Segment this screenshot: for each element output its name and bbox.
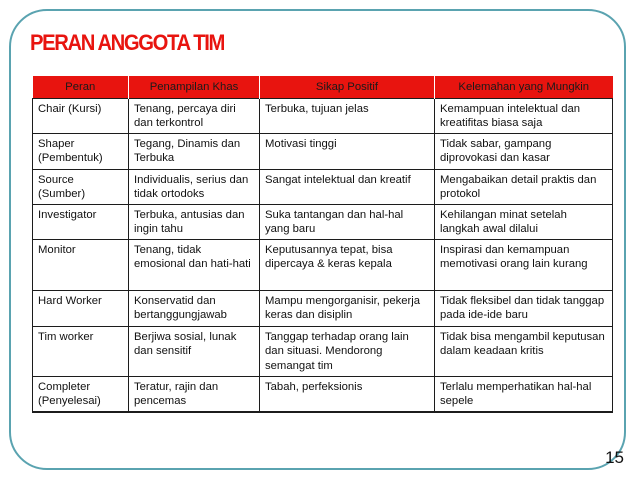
table-cell: Chair (Kursi)	[33, 99, 129, 134]
table-cell: Kehilangan minat setelah langkah awal dilalui	[435, 205, 613, 240]
table-header-row	[33, 76, 613, 99]
table-cell: Teratur, rajin dan pencemas	[129, 377, 260, 412]
table-cell: Mampu mengorganisir, pekerja keras dan disiplin	[260, 291, 435, 327]
table-row	[33, 170, 613, 205]
table-row	[33, 240, 613, 291]
table-cell: Tim worker	[33, 327, 129, 377]
table-cell: Terbuka, antusias dan ingin tahu	[129, 205, 260, 240]
table-cell: Tanggap terhadap orang lain dan situasi. Mendorong semangat tim	[260, 327, 435, 377]
header-peran: Peran	[33, 76, 129, 99]
table-row	[33, 134, 613, 170]
team-roles-table	[32, 76, 613, 413]
table-cell: Monitor	[33, 240, 129, 291]
table-cell: Tenang, percaya diri dan terkontrol	[129, 99, 260, 134]
table-cell: Terbuka, tujuan jelas	[260, 99, 435, 134]
page-number: 15	[605, 448, 624, 467]
header-penampilan-khas: Penampilan Khas	[129, 76, 260, 99]
table-cell: Tabah, perfeksionis	[260, 377, 435, 412]
table-cell: Tenang, tidak emosional dan hati-hati	[129, 240, 260, 291]
table-cell: Tegang, Dinamis dan Terbuka	[129, 134, 260, 170]
header-kelemahan: Kelemahan yang Mungkin	[435, 76, 613, 99]
table-cell: Completer (Penyelesai)	[33, 377, 129, 412]
slide-title: PERAN ANGGOTA TIM	[30, 30, 224, 55]
table-row	[33, 99, 613, 134]
table-cell: Tidak bisa mengambil keputusan dalam keadaan kritis	[435, 327, 613, 377]
table-row	[33, 377, 613, 412]
table-row	[33, 205, 613, 240]
table-row	[33, 327, 613, 377]
table-cell: Kemampuan intelektual dan kreatifitas biasa saja	[435, 99, 613, 134]
table-cell: Tidak fleksibel dan tidak tanggap pada ide-ide baru	[435, 291, 613, 327]
table-cell: Investigator	[33, 205, 129, 240]
header-sikap-positif: Sikap Positif	[260, 76, 435, 99]
table-cell: Sangat intelektual dan kreatif	[260, 170, 435, 205]
table-cell: Terlalu memperhatikan hal-hal sepele	[435, 377, 613, 412]
table-cell: Keputusannya tepat, bisa dipercaya & keras kepala	[260, 240, 435, 291]
table-cell: Individualis, serius dan tidak ortodoks	[129, 170, 260, 205]
table-cell: Suka tantangan dan hal-hal yang baru	[260, 205, 435, 240]
table-cell: Mengabaikan detail praktis dan protokol	[435, 170, 613, 205]
table-cell: Tidak sabar, gampang diprovokasi dan kasar	[435, 134, 613, 170]
table-row	[33, 291, 613, 327]
table-cell: Shaper (Pembentuk)	[33, 134, 129, 170]
table-cell: Konservatid dan bertanggungjawab	[129, 291, 260, 327]
table-cell: Hard Worker	[33, 291, 129, 327]
table-cell: Source (Sumber)	[33, 170, 129, 205]
table-cell: Inspirasi dan kemampuan memotivasi orang lain kurang	[435, 240, 613, 291]
table-cell: Berjiwa sosial, lunak dan sensitif	[129, 327, 260, 377]
table-cell: Motivasi tinggi	[260, 134, 435, 170]
